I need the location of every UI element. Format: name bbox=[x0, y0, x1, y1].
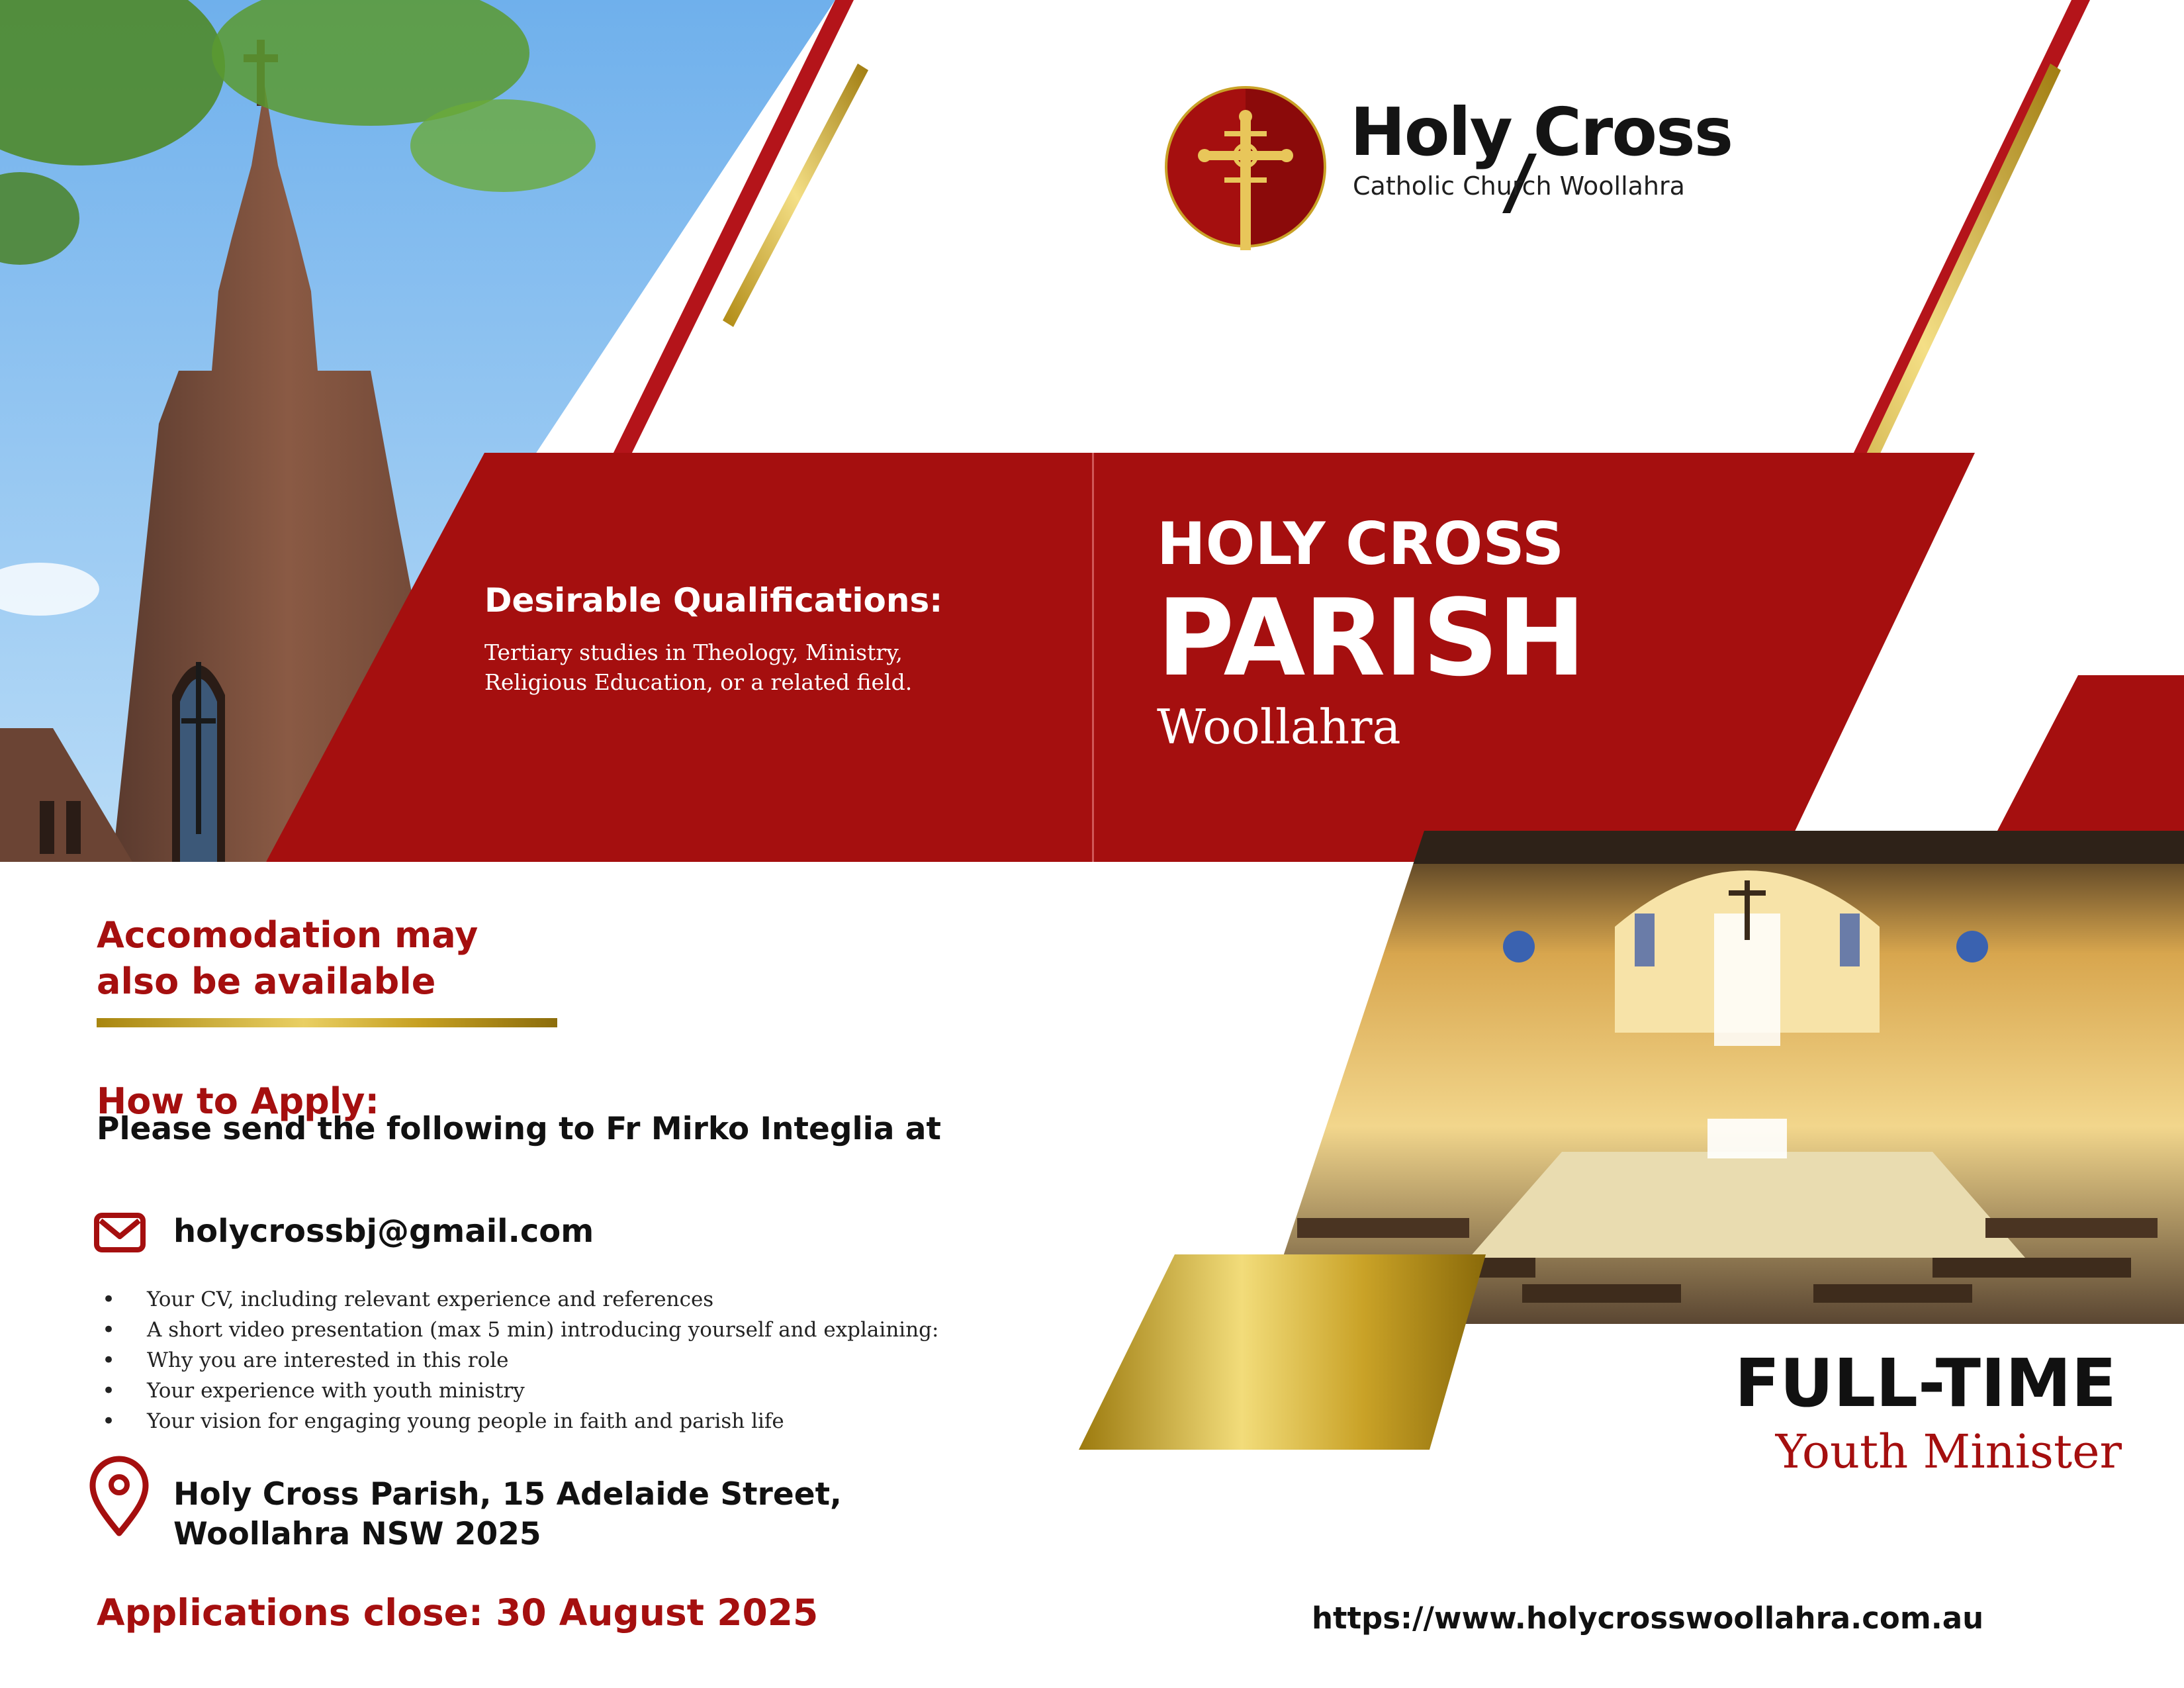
role-type: FULL-TIME bbox=[1734, 1344, 2116, 1422]
map-pin-icon bbox=[93, 1459, 146, 1533]
send-instructions: Please send the following to Fr Mirko Integlia at bbox=[97, 1111, 941, 1147]
list-item: • A short video presentation (max 5 min) introducing yourself and explaining: bbox=[99, 1315, 938, 1345]
application-deadline: Applications close: 30 August 2025 bbox=[97, 1591, 819, 1634]
logo-subtitle: Catholic Church Woollahra bbox=[1353, 171, 1685, 201]
list-item: • Why you are interested in this role bbox=[99, 1345, 938, 1376]
parish-heading-line2: PARISH bbox=[1157, 576, 1585, 700]
role-title: Youth Minister bbox=[1775, 1425, 2122, 1479]
address-line2: Woollahra NSW 2025 bbox=[173, 1515, 541, 1552]
list-item: • Your experience with youth ministry bbox=[99, 1376, 938, 1406]
list-item: • Your vision for engaging young people in faith and parish life bbox=[99, 1406, 938, 1436]
parish-address bbox=[173, 1475, 842, 1554]
application-items-list bbox=[99, 1284, 938, 1436]
how-to-apply-heading: How to Apply: bbox=[97, 1080, 380, 1122]
logo-title: Holy Cross bbox=[1350, 93, 1733, 171]
accommodation-note: Accomodation may also be available bbox=[97, 914, 478, 1003]
qualifications-heading: Desirable Qualifications: bbox=[484, 581, 943, 620]
parish-heading-line1: HOLY CROSS bbox=[1157, 510, 1565, 578]
holy-cross-emblem-icon bbox=[1163, 85, 1328, 250]
church-interior-photo bbox=[1257, 831, 2184, 1324]
qualifications-text: Tertiary studies in Theology, Ministry, Religious Education, or a related field. bbox=[484, 639, 913, 695]
contact-email[interactable]: holycrossbj@gmail.com bbox=[173, 1213, 594, 1250]
list-item: • Your CV, including relevant experience and references bbox=[99, 1284, 938, 1315]
parish-heading-line3: Woollahra bbox=[1157, 699, 1401, 755]
gold-divider bbox=[97, 1018, 557, 1027]
envelope-icon bbox=[97, 1215, 143, 1250]
website-link[interactable]: https://www.holycrosswoollahra.com.au bbox=[1312, 1601, 1984, 1636]
address-line1: Holy Cross Parish, 15 Adelaide Street, bbox=[173, 1476, 842, 1513]
